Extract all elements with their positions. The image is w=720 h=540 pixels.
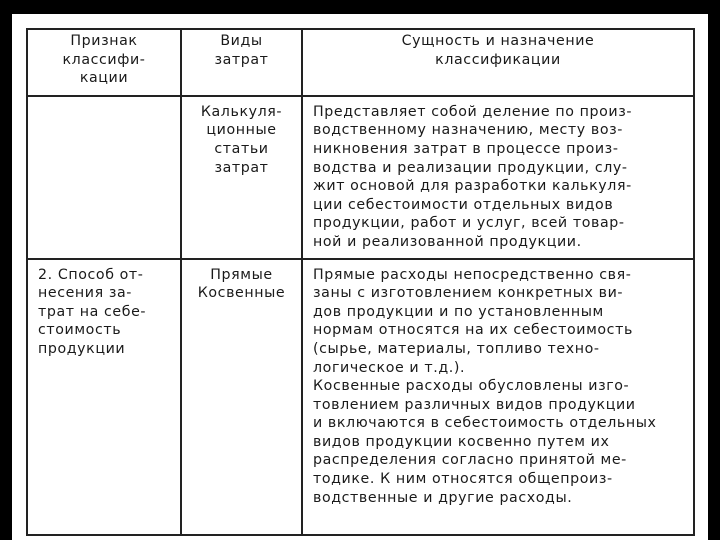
- criterion-line: трат на себе-: [38, 303, 147, 320]
- description-line: Представляет собой деление по произ-: [313, 103, 633, 120]
- table-row: [27, 96, 694, 259]
- document-page: [12, 14, 708, 540]
- description-line: Косвенные расходы обусловлены изго-: [313, 378, 630, 395]
- header-line: Виды: [220, 33, 263, 49]
- header-line: затрат: [214, 51, 269, 68]
- types-cell: [181, 96, 302, 259]
- criterion-cell: [27, 96, 181, 259]
- header-line: классификации: [435, 51, 561, 68]
- description-line: товлением различных видов продукции: [313, 396, 636, 413]
- description-line: ции себестоимости отдельных видов: [313, 196, 614, 213]
- description-line: жит основой для разработки калькуля-: [313, 178, 632, 195]
- description-line: продукции, работ и услуг, всей товар-: [313, 215, 625, 232]
- description-line: заны с изготовлением конкретных ви-: [313, 285, 624, 302]
- header-line: кации: [79, 70, 129, 87]
- criterion-line: несения за-: [38, 285, 133, 302]
- description-line: ной и реализованной продукции.: [313, 233, 582, 250]
- description-line: водства и реализации продукции, слу-: [313, 159, 628, 176]
- classification-table: [26, 28, 695, 536]
- types-cell: [181, 259, 302, 535]
- header-line: классифи-: [62, 51, 146, 68]
- header-line: Сущность и назначение: [401, 33, 595, 49]
- header-line: Признак: [70, 33, 138, 49]
- types-line: Калькуля-: [200, 103, 283, 120]
- description-line: распределения согласно принятой ме-: [313, 452, 627, 469]
- description-cell: [302, 96, 694, 259]
- description-line: водственные и другие расходы.: [313, 489, 573, 506]
- description-cell: [302, 259, 694, 535]
- description-line: и включаются в себестоимость отдельных: [313, 415, 657, 432]
- table-header-row: [27, 29, 694, 96]
- criterion-cell: [27, 259, 181, 535]
- description-line: нормам относятся на их себестоимость: [313, 322, 633, 339]
- description-line: водственному назначению, месту воз-: [313, 122, 624, 139]
- table-row: [27, 259, 694, 535]
- description-line: никновения затрат в процессе произ-: [313, 140, 619, 157]
- description-line: видов продукции косвенно путем их: [313, 433, 610, 450]
- description-line: (сырье, материалы, топливо техно-: [313, 340, 600, 357]
- header-criterion: [27, 29, 181, 96]
- types-line: статьи: [214, 140, 269, 157]
- criterion-line: продукции: [38, 340, 126, 357]
- description-line: дов продукции и по установленным: [313, 303, 604, 320]
- types-line: затрат: [214, 159, 269, 176]
- types-line: ционные: [206, 122, 277, 139]
- description-line: логическое и т.д.).: [313, 359, 466, 376]
- description-line: тодике. К ним относятся общепроиз-: [313, 471, 613, 488]
- types-line: Прямые: [210, 266, 273, 283]
- types-line: Косвенные: [197, 285, 286, 302]
- criterion-line: 2. Способ от-: [38, 266, 144, 283]
- header-description: [302, 29, 694, 96]
- criterion-line: стоимость: [38, 322, 122, 339]
- header-types: [181, 29, 302, 96]
- description-line: Прямые расходы непосредственно свя-: [313, 266, 632, 283]
